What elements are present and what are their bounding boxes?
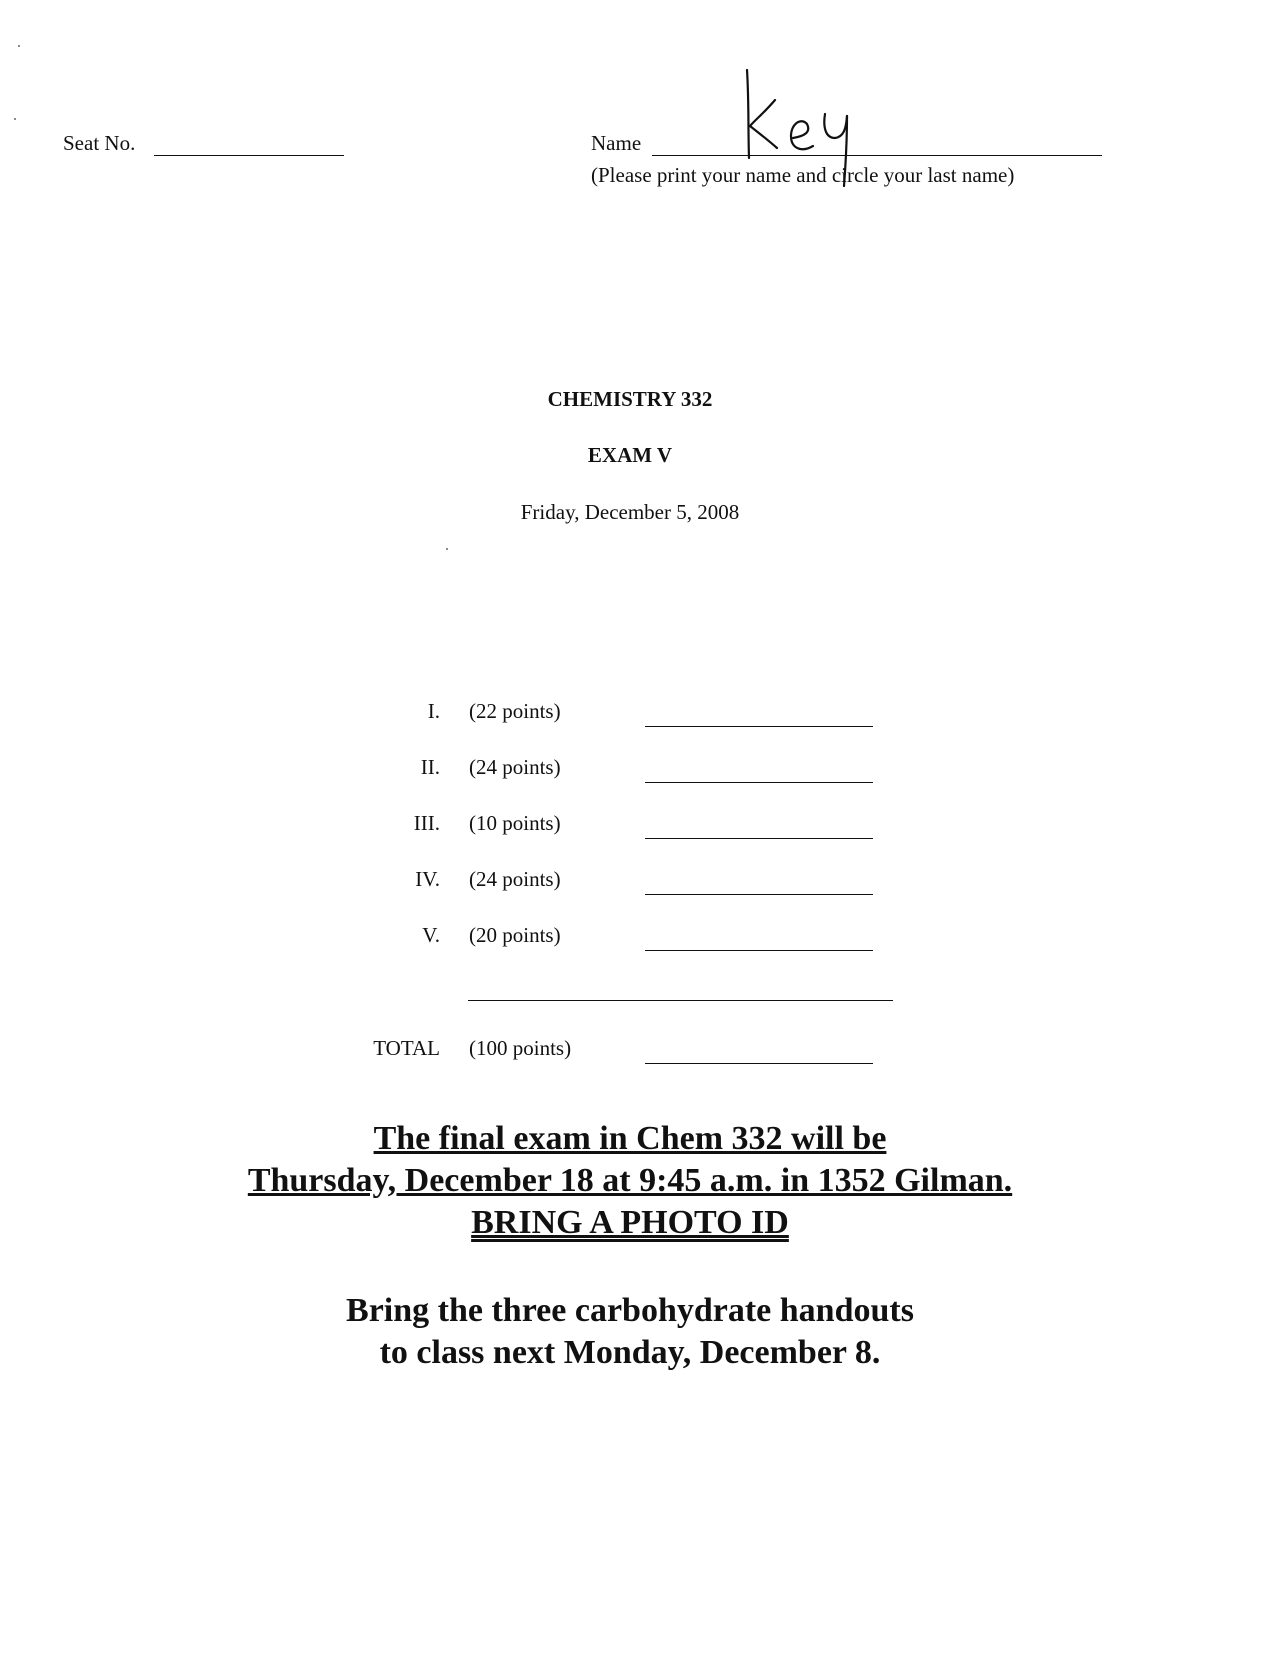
handwritten-name [735,62,885,187]
exam-title: EXAM V [587,443,673,467]
score-row [0,755,1280,785]
score-row [0,923,1280,953]
section-points: (10 points) [469,811,561,835]
total-points: (100 points) [469,1036,572,1060]
handout-notice: Bring the three carbohydrate handouts [346,1292,914,1329]
total-divider [468,1000,893,1001]
scan-speck [14,118,16,120]
scan-speck [18,45,20,47]
section-points: (20 points) [469,923,561,947]
section-number: IV. [415,867,440,891]
section-number: V. [422,923,440,947]
section-points: (22 points) [469,699,561,723]
photo-id-notice: BRING A PHOTO ID [471,1204,789,1241]
total-score-blank[interactable] [645,1063,873,1064]
total-row [0,1036,1280,1066]
course-title: CHEMISTRY 332 [547,387,713,411]
exam-date: Friday, December 5, 2008 [520,500,740,524]
section-number: III. [413,811,440,835]
score-row [0,867,1280,897]
section-number: I. [427,699,440,723]
final-exam-notice: The final exam in Chem 332 will be [373,1120,887,1157]
score-blank[interactable] [645,894,873,895]
score-blank[interactable] [645,950,873,951]
seat-number-field[interactable] [154,155,344,156]
section-number: II. [420,755,440,779]
final-exam-details: Thursday, December 18 at 9:45 a.m. in 1352 Gilman. [247,1162,1013,1199]
score-row [0,699,1280,729]
section-points: (24 points) [469,867,561,891]
name-label: Name [591,131,642,155]
score-blank[interactable] [645,782,873,783]
score-row [0,811,1280,841]
scan-speck [446,548,448,550]
name-instructions: (Please print your name and circle your last name) [591,163,1015,187]
handout-date: to class next Monday, December 8. [379,1334,881,1371]
score-blank[interactable] [645,726,873,727]
seat-number-label: Seat No. [63,131,136,155]
total-label: TOTAL [373,1036,440,1060]
score-blank[interactable] [645,838,873,839]
section-points: (24 points) [469,755,561,779]
